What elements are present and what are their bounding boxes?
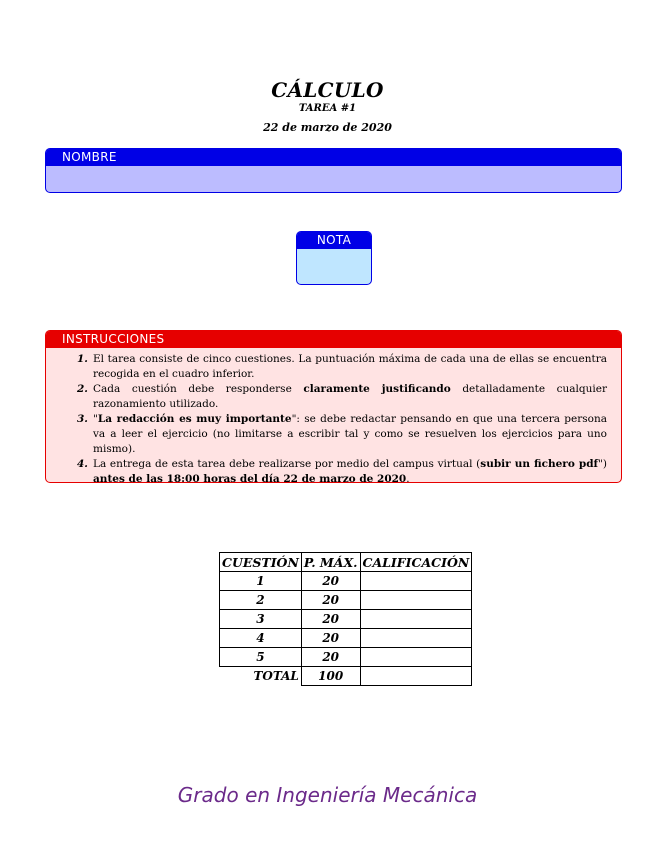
max-points: 20 (301, 572, 360, 591)
instruction-item (77, 382, 607, 412)
instruction-item (77, 352, 607, 382)
nombre-box[interactable] (45, 148, 622, 193)
instruction-number: 4. (77, 458, 88, 470)
nota-box[interactable] (296, 231, 372, 285)
grade-cell[interactable] (360, 572, 472, 591)
instruction-number: 1. (77, 353, 88, 365)
question-number: 1 (220, 572, 302, 591)
instruction-text: subir un fichero pdf (480, 458, 599, 470)
total-grade-cell[interactable] (360, 667, 472, 686)
instruction-text: El tarea consiste de cinco cuestiones. La puntuación máxima de cada una de ellas se encuentra recogida en el cuadro inferior. (93, 353, 607, 380)
question-number: 4 (220, 629, 302, 648)
instruction-text: detalladamente cualquier razonamiento utilizado. (93, 383, 607, 410)
table-row (220, 610, 472, 629)
grade-cell[interactable] (360, 610, 472, 629)
header-cuestion: CUESTIÓN (220, 553, 302, 572)
instructions-list (46, 348, 621, 483)
instruction-text: antes de las 18:00 horas del día 22 de marzo de 2020 (93, 473, 407, 483)
instructions-label: INSTRUCCIONES (46, 331, 621, 348)
instruction-text: . (406, 473, 410, 483)
max-points: 20 (301, 648, 360, 667)
instruction-text: " (93, 413, 98, 425)
degree-footer: Grado en Ingeniería Mecánica (177, 783, 478, 807)
instruction-number: 2. (77, 383, 88, 395)
grade-cell[interactable] (360, 648, 472, 667)
total-label: TOTAL (253, 669, 299, 684)
table-row (220, 648, 472, 667)
max-points: 20 (301, 591, 360, 610)
instruction-text: Cada cuestión debe responderse (93, 383, 304, 395)
instruction-number: 3. (77, 413, 88, 425)
assignment-number: TAREA #1 (298, 103, 357, 114)
total-value: 100 (301, 667, 360, 686)
instruction-item (77, 457, 607, 483)
instruction-text: La entrega de esta tarea debe realizarse por medio del campus virtual ( (93, 458, 481, 470)
document-title: CÁLCULO (271, 78, 384, 102)
header-puntuacion-maxima: P. MÁX. (301, 553, 360, 572)
table-row (220, 591, 472, 610)
table-row (220, 629, 472, 648)
grades-header-row (220, 553, 472, 572)
grade-cell[interactable] (360, 591, 472, 610)
header-calificacion: CALIFICACIÓN (360, 553, 472, 572)
instruction-text: ": se debe redactar pensando en que una tercera persona va a leer el ejercicio (no limitarse a escribir tal y como se resuelven los ejercicios para uno mismo). (93, 413, 607, 455)
grades-table (219, 552, 472, 686)
nota-label: NOTA (297, 232, 371, 249)
instruction-text: ") (598, 458, 607, 470)
instruction-item (77, 412, 607, 457)
instruction-text: claramente justificando (303, 383, 451, 395)
assignment-date: 22 de marzo de 2020 (263, 121, 392, 134)
total-row (220, 667, 472, 686)
question-number: 5 (220, 648, 302, 667)
question-number: 3 (220, 610, 302, 629)
max-points: 20 (301, 610, 360, 629)
max-points: 20 (301, 629, 360, 648)
grade-cell[interactable] (360, 629, 472, 648)
instructions-box (45, 330, 622, 483)
question-number: 2 (220, 591, 302, 610)
instruction-text: La redacción es muy importante (97, 413, 292, 425)
table-row (220, 572, 472, 591)
nombre-label: NOMBRE (46, 149, 621, 166)
